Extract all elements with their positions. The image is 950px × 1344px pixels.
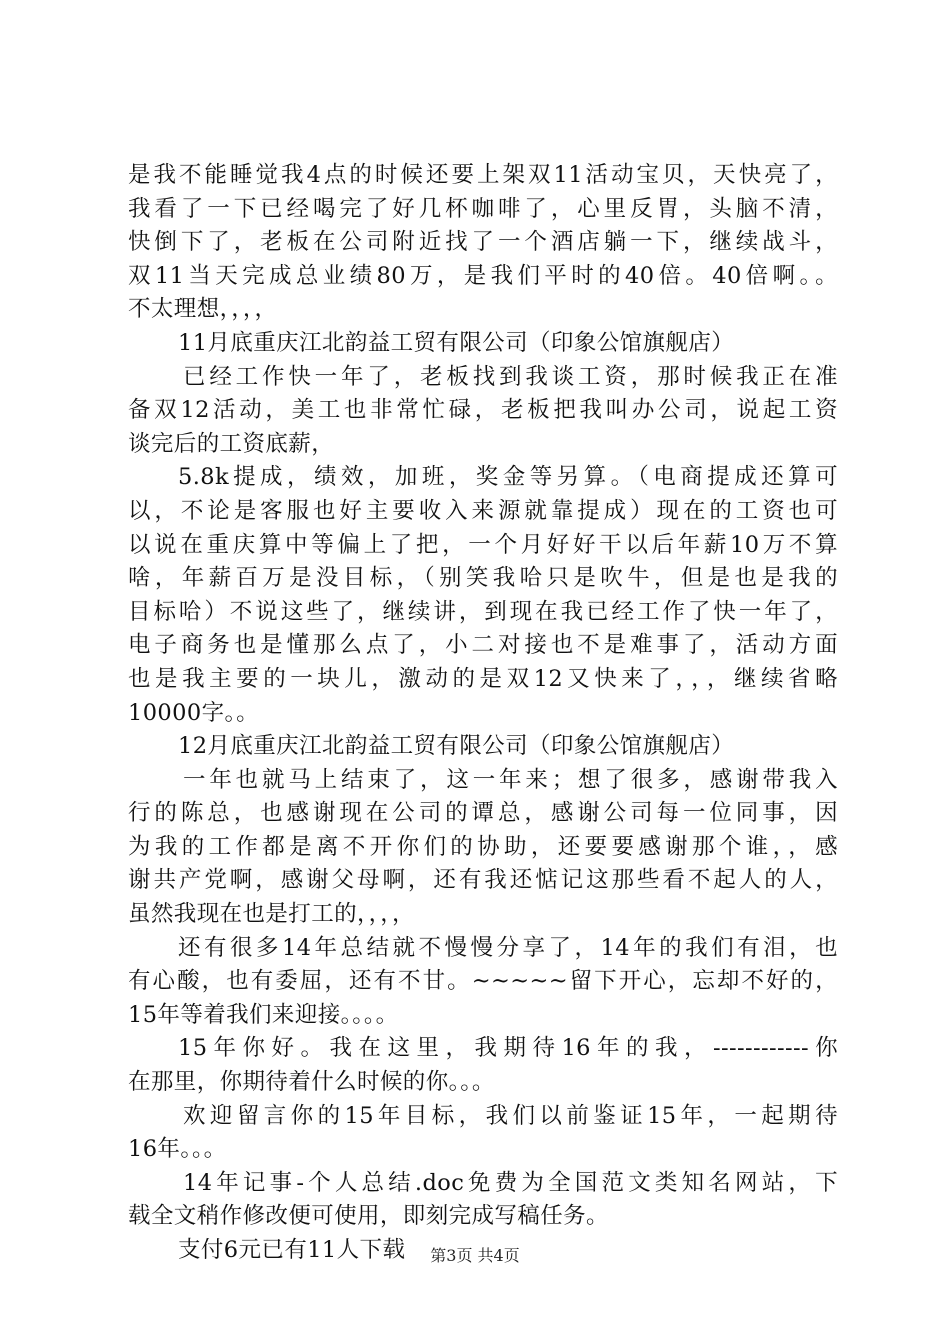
text-line: 15年等着我们来迎接。。。。	[128, 1001, 399, 1028]
text-line: 谈完后的工资底薪，	[128, 430, 335, 457]
text-line: 目标哈）不说这些了，继续讲，到现在我已经工作了快一年了，	[128, 598, 838, 625]
text-line: 我看了一下已经喝完了好几杯咖啡了，心里反胃，头脑不清，	[128, 195, 838, 222]
page-number-footer: 第3页 共4页	[430, 1246, 520, 1265]
text-line: 已经工作快一年了，老板找到我谈工资，那时候我正在准	[183, 363, 838, 390]
text-line: 不太理想，，，，	[128, 296, 278, 323]
section-heading: 12月底重庆江北韵益工贸有限公司（印象公馆旗舰店）	[178, 733, 735, 760]
text-line: 载全文稍作修改便可使用，即刻完成写稿任务。	[128, 1203, 609, 1230]
text-line: 有心酸，也有委屈，还有不甘。~~~~~留下开心，忘却不好的，	[128, 968, 838, 995]
text-line: 为我的工作都是离不开你们的协助，还要要感谢那个谁，，感	[128, 833, 838, 860]
text-line: 啥，年薪百万是没目标，（别笑我哈只是吹牛，但是也是我的	[128, 565, 838, 592]
text-line: 电子商务也是懂那么点了，小二对接也不是难事了，活动方面	[128, 632, 838, 659]
document-body	[128, 159, 838, 1268]
text-line: 以说在重庆算中等偏上了把，一个月好好干以后年薪10万不算	[128, 531, 838, 558]
text-line: 5.8k提成，绩效，加班，奖金等另算。（电商提成还算可	[178, 464, 838, 491]
download-info: 支付6元已有11人下载	[178, 1237, 406, 1263]
text-line: 也是我主要的一块儿，激动的是双12又快来了，，，继续省略	[128, 665, 838, 692]
text-line: 一年也就马上结束了，这一年来；想了很多，感谢带我入	[183, 766, 838, 793]
text-line: 虽然我现在也是打工的，，，，	[128, 901, 415, 928]
text-line: 16年。。。	[128, 1136, 227, 1163]
text-line: 10000字。。	[128, 699, 260, 726]
section-heading: 11月底重庆江北韵益工贸有限公司（印象公馆旗舰店）	[178, 329, 735, 356]
text-line: 在那里，你期待着什么时候的你。。。	[128, 1069, 495, 1096]
text-line: 14年记事-个人总结.doc免费为全国范文类知名网站，下	[183, 1169, 838, 1196]
text-line: 双11当天完成总业绩80万，是我们平时的40倍。40倍啊。。	[128, 262, 838, 289]
text-line: 15年你好。我在这里，我期待16年的我，------------你	[178, 1035, 838, 1062]
text-line: 备双12活动，美工也非常忙碌，老板把我叫办公司，说起工资	[128, 397, 838, 424]
text-line: 欢迎留言你的15年目标，我们以前鉴证15年，一起期待	[183, 1102, 838, 1129]
text-line: 快倒下了，老板在公司附近找了一个酒店躺一下，继续战斗，	[128, 229, 838, 256]
text-line: 行的陈总，也感谢现在公司的谭总，感谢公司每一位同事，因	[128, 800, 838, 827]
text-line: 是我不能睡觉我4点的时候还要上架双11活动宝贝，天快亮了，	[128, 162, 838, 188]
text-line: 以，不论是客服也好主要收入来源就靠提成）现在的工资也可	[128, 497, 838, 524]
text-line: 谢共产党啊，感谢父母啊，还有我还惦记这那些看不起人的人，	[128, 867, 838, 894]
text-line: 还有很多14年总结就不慢慢分享了，14年的我们有泪，也	[178, 934, 838, 961]
